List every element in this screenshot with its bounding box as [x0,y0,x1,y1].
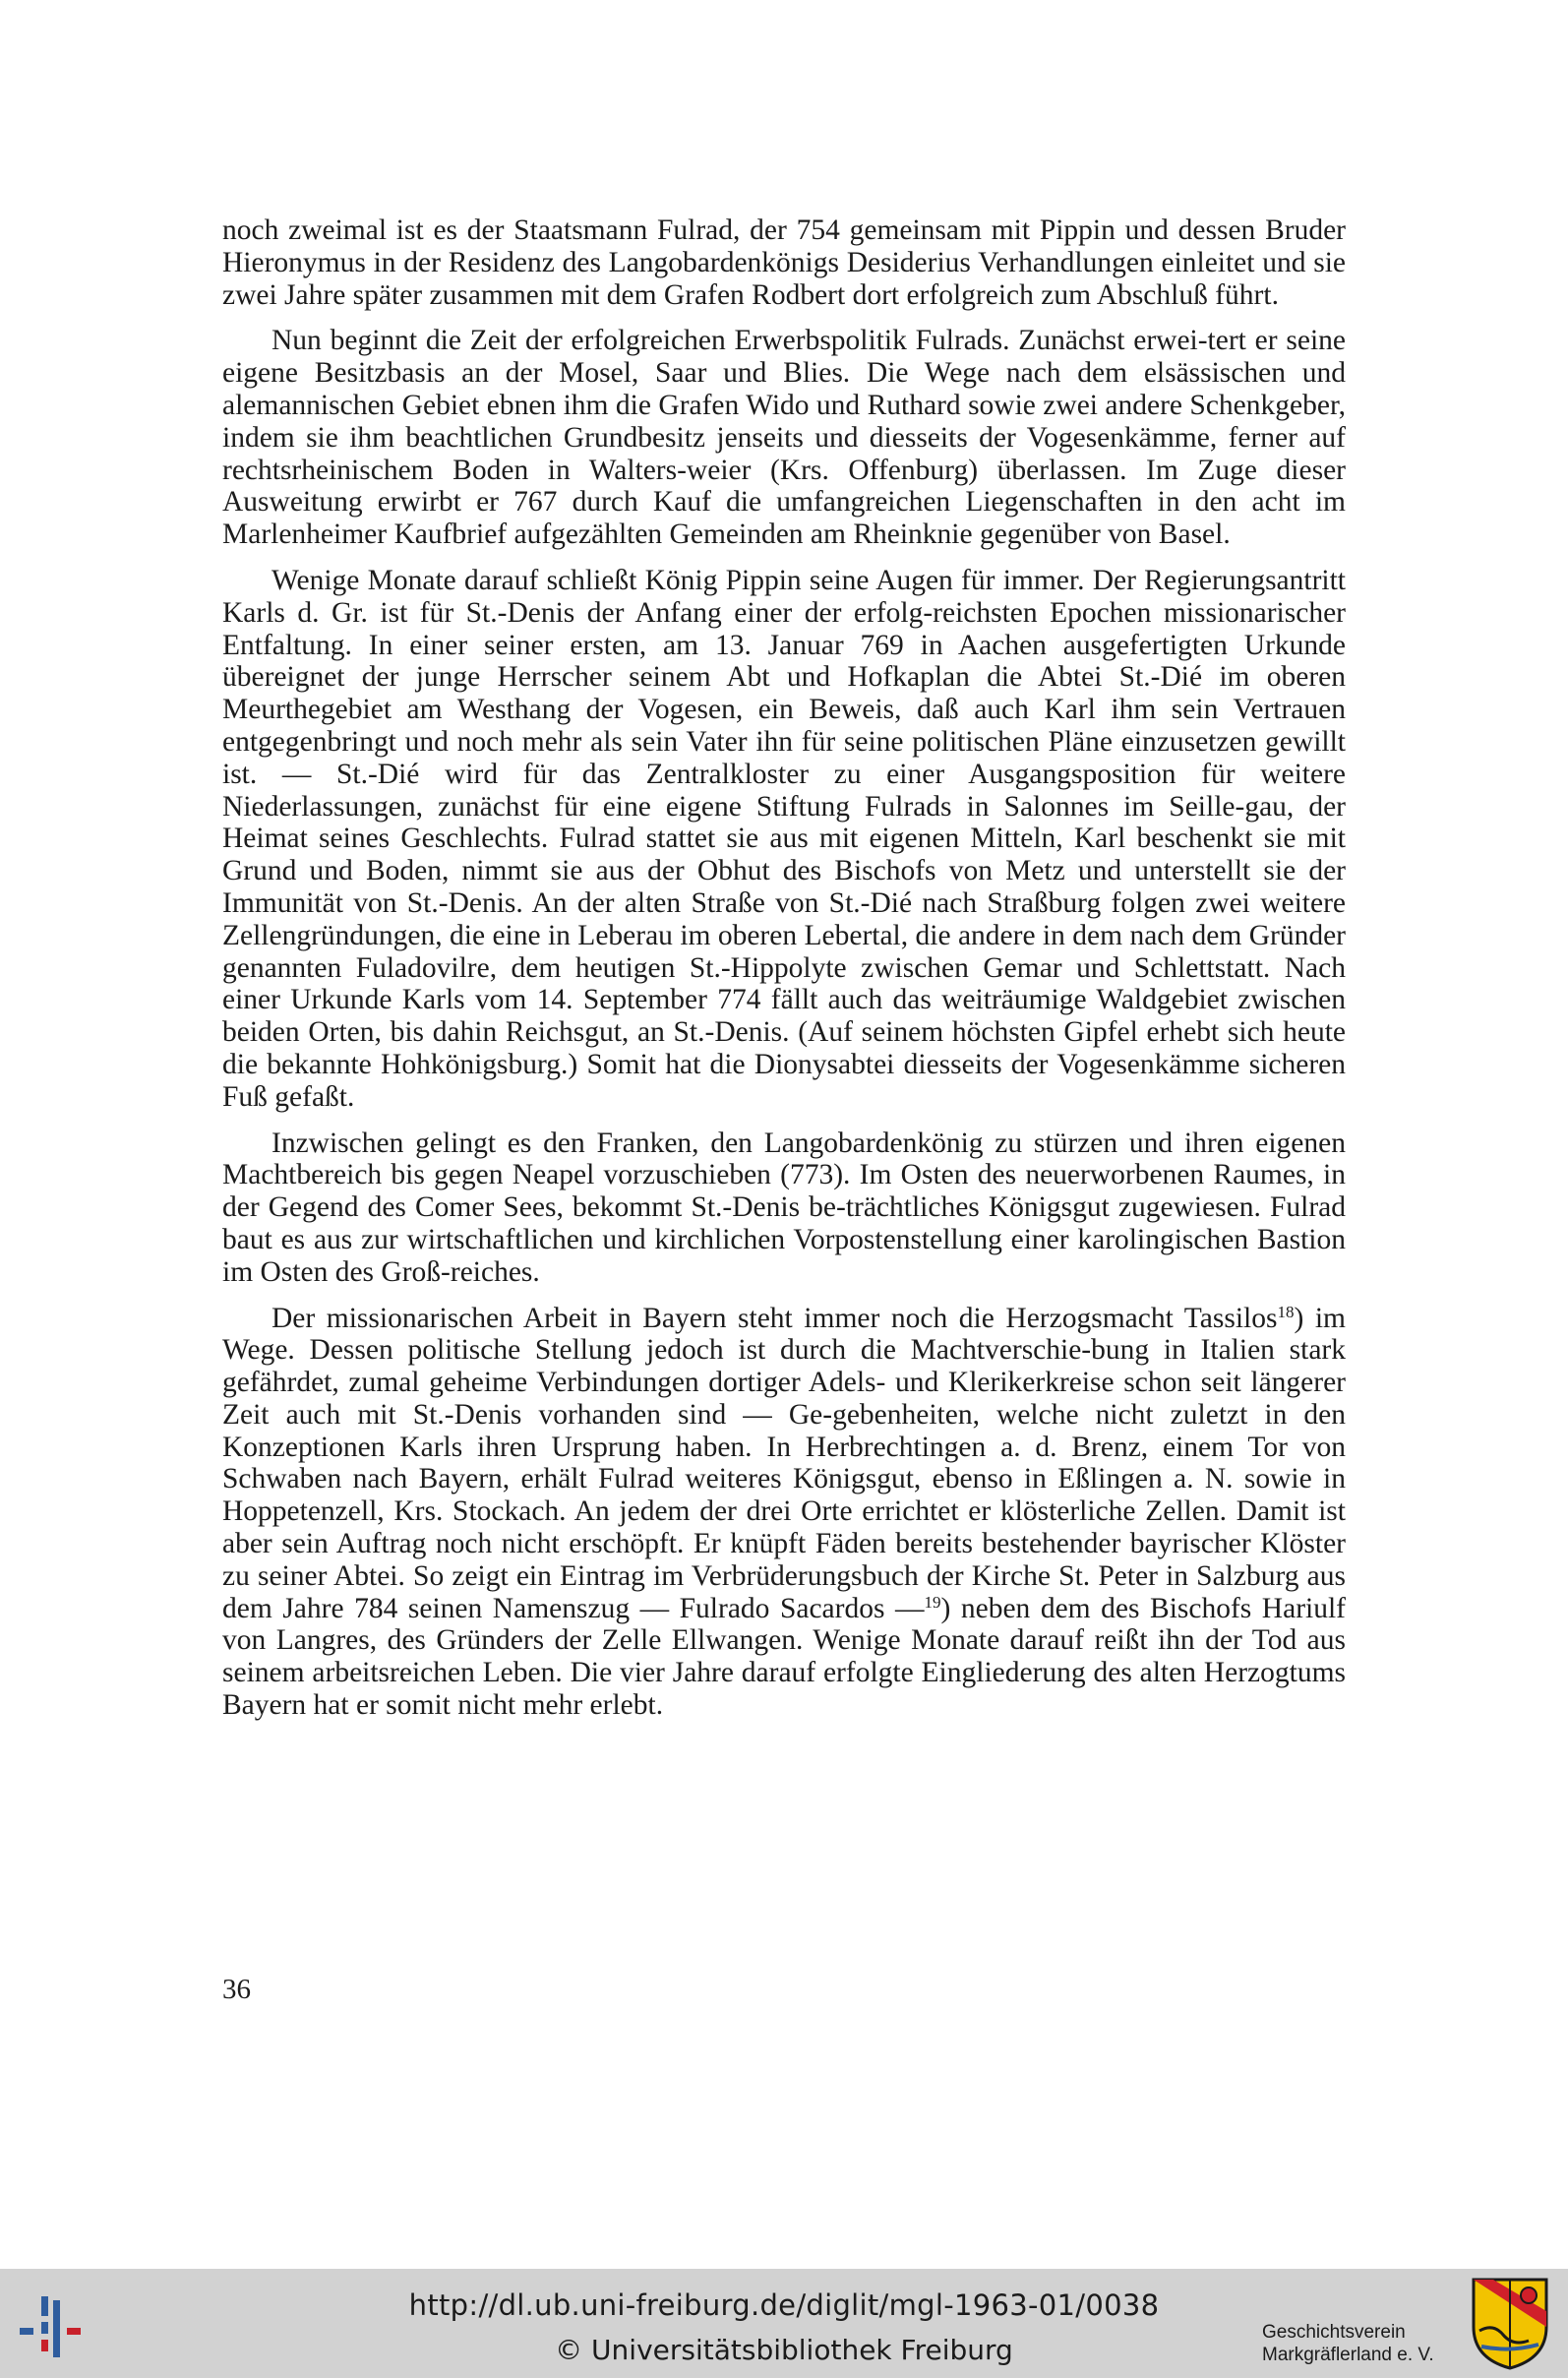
paragraph-5-part-b: ) im Wege. Dessen politische Stellung jedoch ist durch die Machtverschie-bung in Italien stark gefährdet, zumal geheime Verbindungen dortiger Adels- und Klerikerkreise schon seit längerer Zeit auch mit St.-Denis vorhanden sind — Ge-gebenheiten, welche nicht zuletzt in den Konzeptionen Karls ihren Ursprung haben. In Herbrechtingen a. d. Brenz, einem Tor von Schwaben nach Bayern, erhält Fulrad weiteres Königsgut, ebenso in Eßlingen a. N. sowie in Hoppetenzell, Krs. Stockach. An jedem der drei Orte errichtet er klösterliche Zellen. Damit ist aber sein Auftrag noch nicht erschöpft. Er knüpft Fäden bereits bestehender bayrischer Klöster zu seiner Abtei. So zeigt ein Eintrag im Verbrüderungsbuch der Kirche St. Peter in Salzburg aus dem Jahre 784 seinen Namenszug — Fulrado Sacardos — [222,1302,1346,1624]
footnote-ref-18: 18 [1277,1302,1295,1321]
society-name-line-2: Markgräflerland e. V. [1262,2345,1434,2365]
paragraph-5-part-c: ) neben dem des Bischofs Hariulf von Langres, des Gründers der Zelle Ellwangen. Wenige Monate darauf reißt ihn der Tod aus seinem arbeitsreichen Leben. Die vier Jahre darauf erfolgte Eingliederung des alten Herzogtums Bayern hat er somit nicht mehr erlebt. [222,1592,1346,1722]
footer-url-link[interactable]: http://dl.ub.uni-freiburg.de/diglit/mgl-1963-01/0038 [408,2288,1160,2322]
coat-of-arms-icon [1470,2276,1550,2372]
page-text-body [222,214,1346,1736]
paragraph-5-part-a: Der missionarischen Arbeit in Bayern steht immer noch die Herzogsmacht Tassilos [271,1302,1278,1334]
paragraph-1: noch zweimal ist es der Staatsmann Fulrad, der 754 gemeinsam mit Pippin und dessen Bruder Hieronymus in der Residenz des Langobardenkönigs Desiderius Verhandlungen einleitet und sie zwei Jahre später zusammen mit dem Grafen Rodbert dort erfolgreich zum Abschluß führt. [222,214,1346,311]
society-name [1262,2321,1434,2366]
page-number: 36 [222,1974,251,2005]
paragraph-4: Inzwischen gelingt es den Franken, den Langobardenkönig zu stürzen und ihren eigenen Machtbereich bis gegen Neapel vorzuschieben (773). Im Osten des neuerworbenen Raumes, in der Gegend des Comer Sees, bekommt St.-Denis be-trächtliches Königsgut zugewiesen. Fulrad baut es aus zur wirtschaftlichen und kirchlichen Vorpostenstellung einer karolingischen Bastion im Osten des Groß-reiches. [222,1127,1346,1288]
paragraph-2: Nun beginnt die Zeit der erfolgreichen Erwerbspolitik Fulrads. Zunächst erwei-tert er seine eigene Besitzbasis an der Mosel, Saar und Blies. Die Wege nach dem elsässischen und alemannischen Gebiet ebnen ihm die Grafen Wido und Ruthard sowie zwei andere Schenkgeber, indem sie ihm beachtlichen Grundbesitz jenseits und diesseits der Vogesenkämme, ferner auf rechtsrheinischem Boden in Walters-weier (Krs. Offenburg) überlassen. Im Zuge dieser Ausweitung erwirbt er 767 durch Kauf die umfangreichen Liegenschaften in den acht im Marlenheimer Kaufbrief aufgezählten Gemeinden am Rheinknie gegenüber von Basel. [222,325,1346,551]
footer-bar [0,2269,1568,2378]
society-name-line-1: Geschichtsverein [1262,2322,1406,2343]
paragraph-5 [222,1303,1346,1722]
footnote-ref-19: 19 [924,1592,941,1612]
footer-copyright: © Universitätsbibliothek Freiburg [555,2334,1013,2366]
paragraph-3: Wenige Monate darauf schließt König Pippin seine Augen für immer. Der Regierungsantritt Karls d. Gr. ist für St.-Denis der Anfang einer der erfolg-reichsten Epochen missionarischer Entfaltung. In einer seiner ersten, am 13. Januar 769 in Aachen ausgefertigten Urkunde übereignet der junge Herrscher seinem Abt und Hofkaplan die Abtei St.-Dié im oberen Meurthegebiet am Westhang der Vogesen, ein Beweis, daß auch Karl ihm sein Vertrauen entgegenbringt und noch mehr als sein Vater ihn für seine politischen Pläne einzusetzen gewillt ist. — St.-Dié wird für das Zentralkloster zu einer Ausgangsposition für weitere Niederlassungen, zunächst für eine eigene Stiftung Fulrads in Salonnes im Seille-gau, der Heimat seines Geschlechts. Fulrad stattet sie aus mit eigenen Mitteln, Karl beschenkt sie mit Grund und Boden, nimmt sie aus der Obhut des Bischofs von Metz und unterstellt sie der Immunität von St.-Denis. An der alten Straße von St.-Dié nach Straßburg folgen zwei weitere Zellengründungen, die eine in Leberau im oberen Lebertal, die andere in dem nach dem Gründer genannten Fuladovilre, dem heutigen St.-Hippolyte zwischen Gemar und Schlettstatt. Nach einer Urkunde Karls vom 14. September 774 fällt auch das weiträumige Waldgebiet zwischen beiden Orten, bis dahin Reichsgut, an St.-Denis. (Auf seinem höchsten Gipfel erhebt sich heute die bekannte Hohkönigsburg.) Somit hat die Dionysabtei diesseits der Vogesenkämme sicheren Fuß gefaßt. [222,564,1346,1113]
